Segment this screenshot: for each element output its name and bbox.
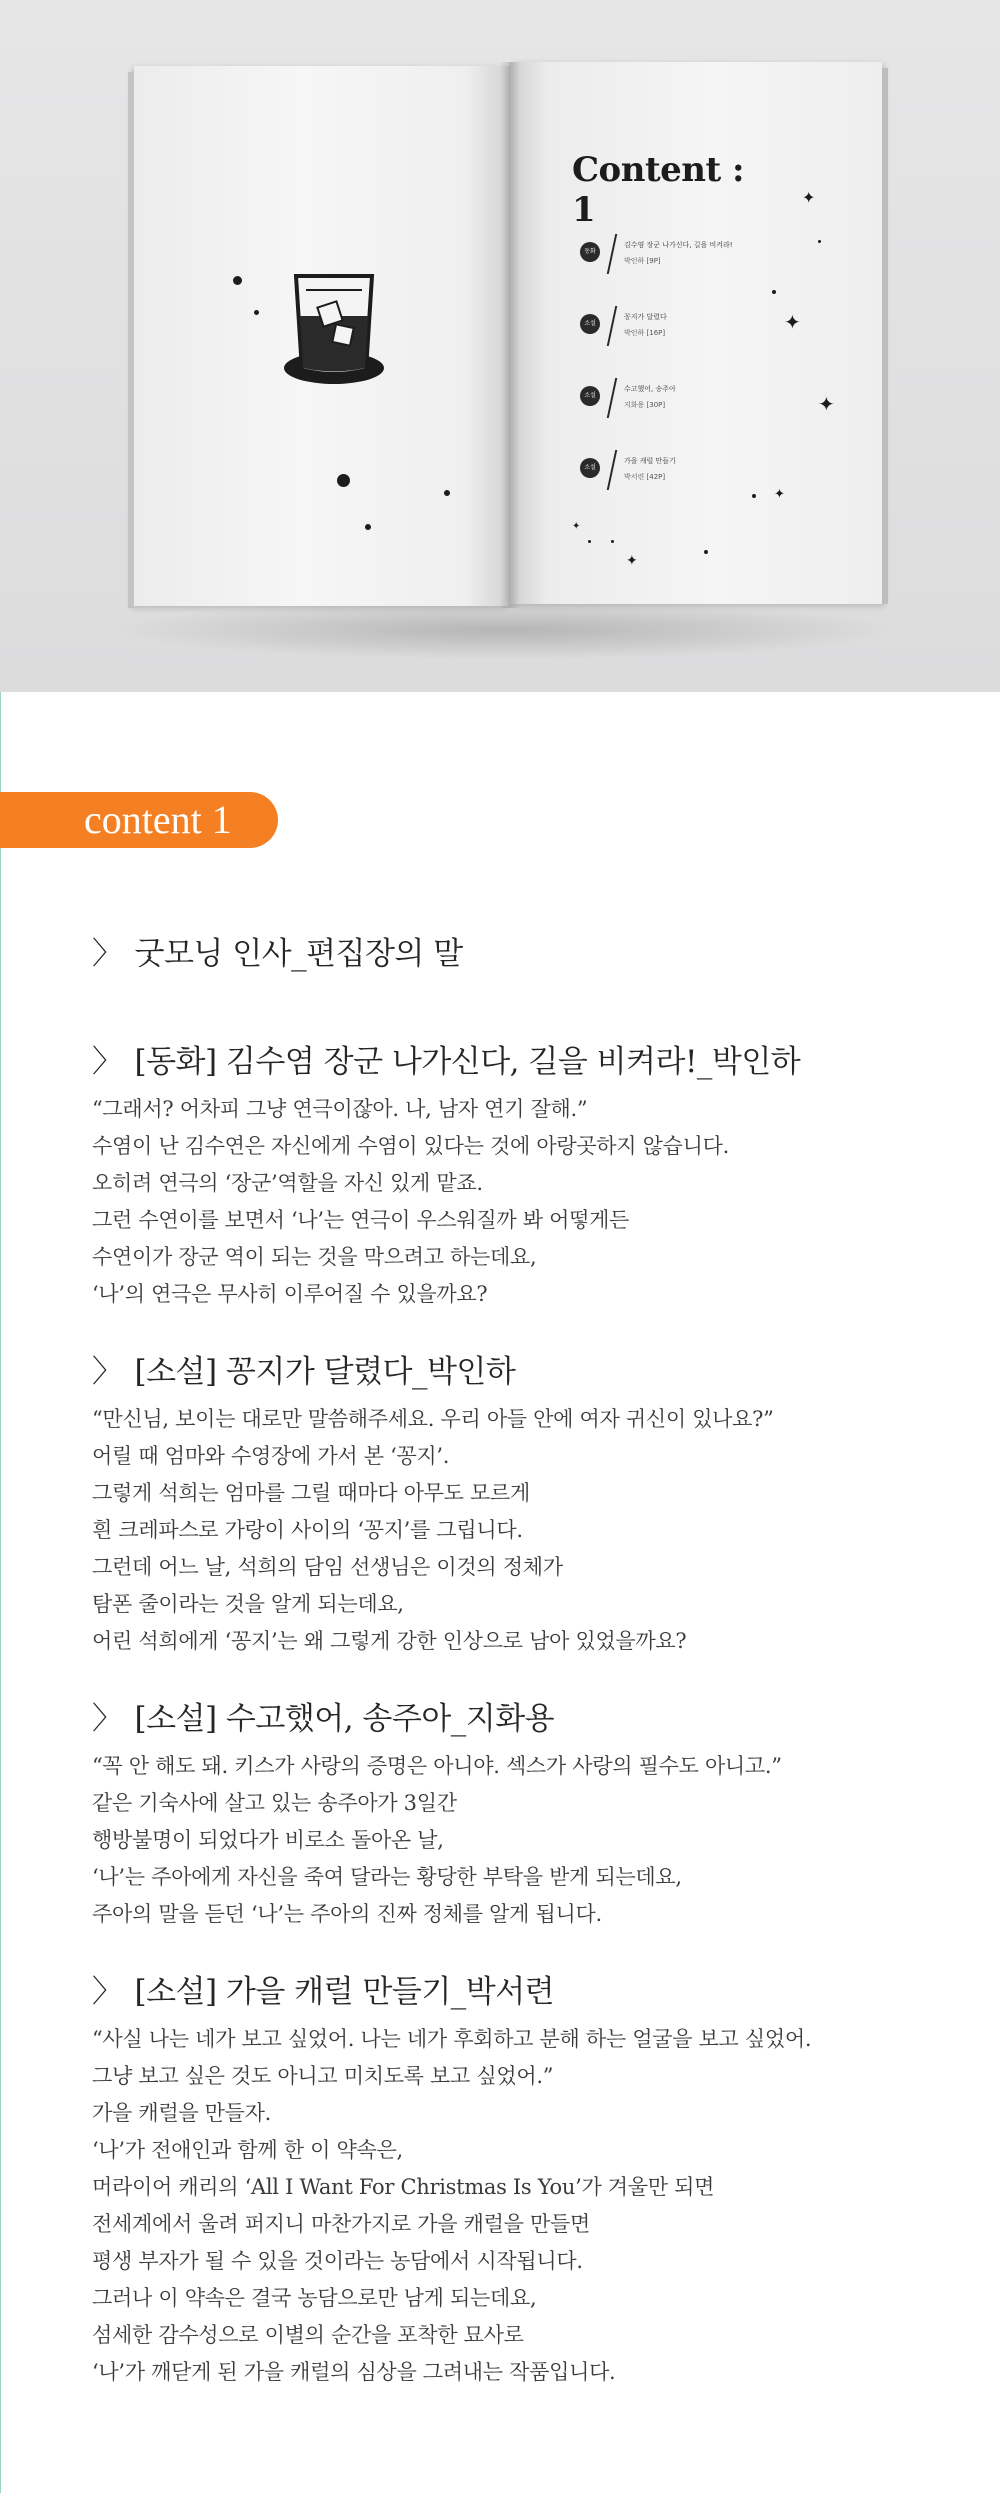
toc-item: [580, 450, 840, 522]
paragraph-line: 수염이 난 김수연은 자신에게 수염이 있다는 것에 아랑곳하지 않습니다.: [92, 1134, 729, 1158]
decor-dot: [254, 310, 259, 315]
decor-dot: [337, 474, 350, 487]
content-heading: [92, 1693, 554, 1738]
heading-text: [소설] 수고했어, 송주아_지화용: [134, 1701, 555, 1737]
toc-item-author: 박인하 [16P]: [624, 329, 666, 337]
left-accent-rule: [0, 692, 1, 2493]
content-paragraph: [92, 1091, 729, 1313]
content-paragraph: [92, 2021, 811, 2391]
decor-dot: [365, 524, 371, 530]
heading-text: [소설] 가을 캐럴 만들기_박서련: [134, 1974, 555, 2010]
paragraph-line: 오히려 연극의 ‘장군’역할을 자신 있게 맡죠.: [92, 1171, 483, 1195]
toc-item-title: 김수염 장군 나가신다, 길을 비켜라!: [624, 241, 733, 249]
paragraph-line: ‘나’는 주아에게 자신을 죽여 달라는 황당한 부탁을 받게 되는데요,: [92, 1865, 682, 1889]
toc-item-author: 박서련 [42P]: [624, 473, 666, 481]
heading-text: 굿모닝 인사_편집장의 말: [134, 936, 463, 972]
paragraph-line: 그렇게 석희는 엄마를 그릴 때마다 아무도 모르게: [92, 1481, 530, 1505]
paragraph-line: 그냥 보고 싶은 것도 아니고 미치도록 보고 싶었어.”: [92, 2064, 554, 2088]
book-spine: [500, 62, 520, 608]
sparkle-icon: ✦: [774, 487, 785, 502]
paragraph-line: 그러나 이 약속은 결국 농담으로만 남게 되는데요,: [92, 2286, 537, 2310]
decor-dot: [611, 540, 614, 543]
heading-text: [동화] 김수염 장군 나가신다, 길을 비켜라!_박인하: [134, 1044, 801, 1080]
toc-item: [580, 378, 840, 450]
paragraph-line: 가을 캐럴을 만들자.: [92, 2101, 272, 2125]
paragraph-line: 같은 기숙사에 살고 있는 송주아가 3일간: [92, 1791, 457, 1815]
toc-badge: 소설: [580, 314, 600, 334]
content-heading: [92, 928, 463, 973]
book-mockup-image: [0, 0, 1000, 692]
toc-item-title: 꽁지가 달렸다: [624, 313, 667, 321]
paragraph-line: ‘나’가 전애인과 함께 한 이 약속은,: [92, 2138, 403, 2162]
paragraph-line: 평생 부자가 될 수 있을 것이라는 농담에서 시작됩니다.: [92, 2249, 583, 2273]
toc-divider: [607, 378, 618, 418]
paragraph-line: “꼭 안 해도 돼. 키스가 사랑의 증명은 아니야. 섹스가 사랑의 필수도 아니고.”: [92, 1754, 782, 1778]
page-edge: [128, 72, 134, 608]
paragraph-line: 흰 크레파스로 가랑이 사이의 ‘꽁지’를 그립니다.: [92, 1518, 523, 1542]
chevron-right-icon: 〉: [92, 1354, 123, 1390]
paragraph-line: ‘나’가 깨닫게 된 가을 캐럴의 심상을 그려내는 작품입니다.: [92, 2360, 616, 2384]
toc-divider: [607, 234, 618, 274]
sparkle-icon: ✦: [802, 188, 816, 207]
decor-dot: [772, 290, 776, 294]
paragraph-line: 주아의 말을 듣던 ‘나’는 주아의 진짜 정체를 알게 됩니다.: [92, 1902, 602, 1926]
decor-dot: [704, 550, 708, 554]
chevron-right-icon: 〉: [92, 936, 123, 972]
content-heading: [92, 1966, 554, 2011]
decor-dot: [233, 276, 242, 285]
sparkle-icon: ✦: [784, 310, 801, 334]
toc-divider: [607, 306, 618, 346]
heading-text: [소설] 꽁지가 달렸다_박인하: [134, 1354, 516, 1390]
toc-item-title: 수고했어, 송주아: [624, 385, 676, 393]
content-heading: [92, 1346, 515, 1391]
paragraph-line: 머라이어 캐리의 ‘All I Want For Christmas Is You’가 겨울만 되면: [92, 2175, 715, 2199]
content-heading: [92, 1036, 800, 1081]
decor-dot: [588, 540, 591, 543]
toc-badge: 동화: [580, 242, 600, 262]
decor-dot: [752, 494, 756, 498]
toc-divider: [607, 450, 618, 490]
paragraph-line: ‘나’의 연극은 무사히 이루어질 수 있을까요?: [92, 1282, 488, 1306]
toc-title: Content : 1: [572, 150, 745, 230]
paragraph-line: 어린 석희에게 ‘꽁지’는 왜 그렇게 강한 인상으로 남아 있었을까요?: [92, 1629, 687, 1653]
decor-dot: [444, 490, 450, 496]
whiskey-glass-icon: [282, 270, 386, 390]
section-label-tab: [0, 792, 278, 848]
paragraph-line: 탐폰 줄이라는 것을 알게 되는데요,: [92, 1592, 404, 1616]
paragraph-line: 섬세한 감수성으로 이별의 순간을 포착한 묘사로: [92, 2323, 524, 2347]
toc-badge: 소설: [580, 386, 600, 406]
toc-item: [580, 234, 840, 306]
paragraph-line: 행방불명이 되었다가 비로소 돌아온 날,: [92, 1828, 444, 1852]
page-edge: [882, 68, 888, 604]
sparkle-icon: ✦: [572, 521, 581, 532]
content-paragraph: [92, 1748, 782, 1933]
content-paragraph: [92, 1401, 774, 1660]
paragraph-line: 그런 수연이를 보면서 ‘나’는 연극이 우스워질까 봐 어떻게든: [92, 1208, 630, 1232]
paragraph-line: 어릴 때 엄마와 수영장에 가서 본 ‘꽁지’.: [92, 1444, 450, 1468]
paragraph-line: “만신님, 보이는 대로만 말씀해주세요. 우리 아들 안에 여자 귀신이 있나요?”: [92, 1407, 774, 1431]
paragraph-line: 전세계에서 울려 퍼지니 마찬가지로 가을 캐럴을 만들면: [92, 2212, 590, 2236]
toc-badge: 소설: [580, 458, 600, 478]
toc-list: [580, 234, 840, 522]
chevron-right-icon: 〉: [92, 1701, 123, 1737]
toc-item-title: 가을 캐럴 만들기: [624, 457, 676, 465]
toc-item: [580, 306, 840, 378]
section-label-text: content 1: [84, 797, 232, 842]
paragraph-line: “사실 나는 네가 보고 싶었어. 나는 네가 후회하고 분해 하는 얼굴을 보고 싶었어.: [92, 2027, 812, 2051]
decor-dot: [818, 240, 821, 243]
paragraph-line: 그런데 어느 날, 석희의 담임 선생님은 이것의 정체가: [92, 1555, 563, 1579]
sparkle-icon: ✦: [626, 553, 638, 569]
toc-item-author: 박인하 [9P]: [624, 257, 661, 265]
book-shadow: [110, 600, 900, 660]
chevron-right-icon: 〉: [92, 1044, 123, 1080]
toc-item-author: 지화용 [30P]: [624, 401, 666, 409]
sparkle-icon: ✦: [818, 392, 835, 416]
paragraph-line: “그래서? 어차피 그냥 연극이잖아. 나, 남자 연기 잘해.”: [92, 1097, 588, 1121]
chevron-right-icon: 〉: [92, 1974, 123, 2010]
paragraph-line: 수연이가 장군 역이 되는 것을 막으려고 하는데요,: [92, 1245, 537, 1269]
